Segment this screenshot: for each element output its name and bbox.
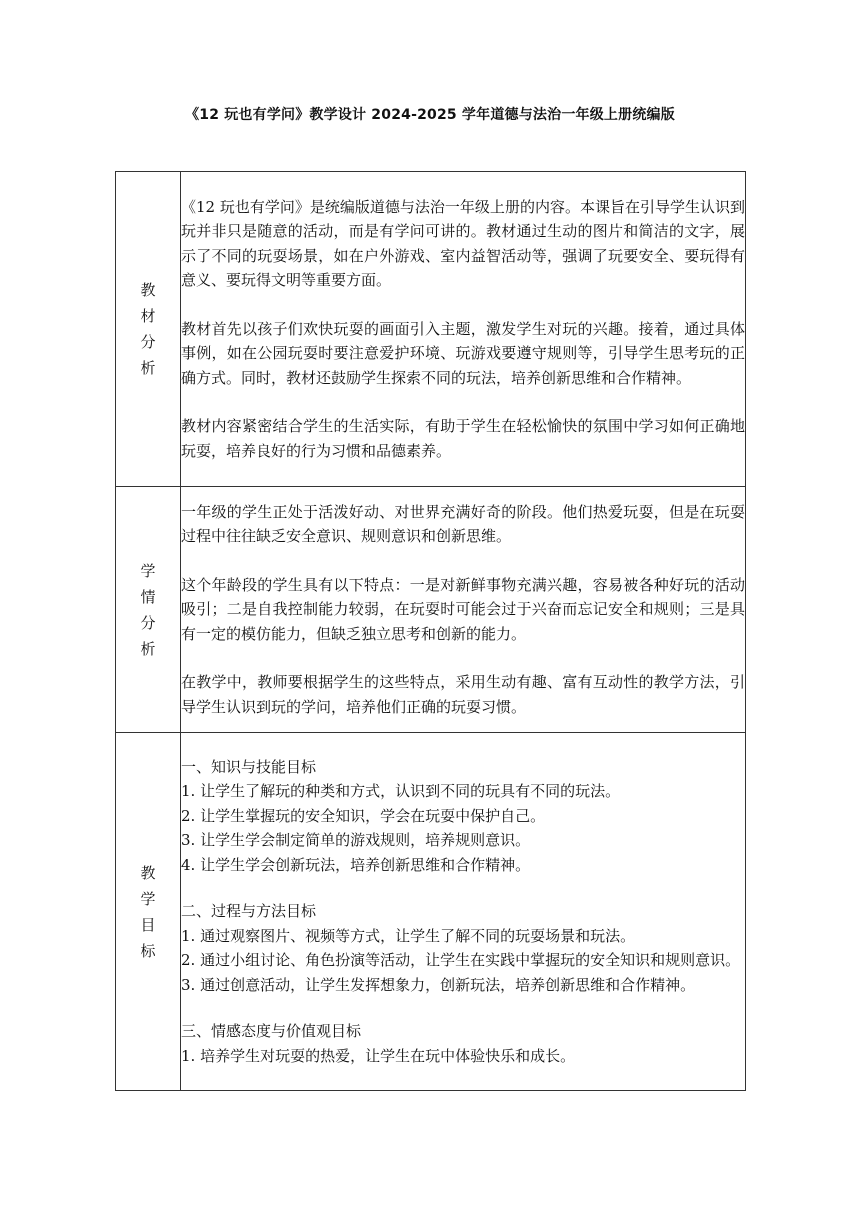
list-item: 1. 培养学生对玩耍的热爱，让学生在玩中体验快乐和成长。 (181, 1046, 576, 1065)
list-item: 1. 通过观察图片、视频等方式，让学生了解不同的玩耍场景和玩法。 (181, 926, 636, 945)
row-label-cell (116, 733, 181, 1091)
row-content-cell (181, 172, 746, 487)
list-item: 2. 让学生掌握玩的安全知识，学会在玩耍中保护自己。 (181, 806, 546, 825)
paragraph: 这个年龄段的学生具有以下特点：一是对新鲜事物充满兴趣，容易被各种好玩的活动吸引；二是自我控制能力较弱，在玩耍时可能会过于兴奋而忘记安全和规则；三是具有一定的模仿能力，但缺乏独立思考和创新的能力。 (181, 575, 745, 643)
table-row (116, 733, 746, 1091)
paragraph: 在教学中，教师要根据学生的这些特点，采用生动有趣、富有互动性的教学方法，引导学生认识到玩的学问，培养他们正确的玩耍习惯。 (181, 673, 745, 716)
table-row (116, 487, 746, 733)
table-row (116, 172, 746, 487)
page-title: 《12 玩也有学问》教学设计 2024-2025 学年道德与法治一年级上册统编版 (185, 107, 675, 123)
section-heading: 一、知识与技能目标 (181, 757, 317, 776)
list-item: 1. 让学生了解玩的种类和方式，认识到不同的玩具有不同的玩法。 (181, 782, 621, 801)
row-label: 教学目标 (140, 863, 156, 960)
paragraph: 《12 玩也有学问》是统编版道德与法治一年级上册的内容。本课旨在引导学生认识到玩并非只是随意的活动，而是有学问可讲的。教材通过生动的图片和简洁的文字，展示了不同的玩耍场景，如在户外游戏、室内益智活动等，强调了玩要安全、要玩得有意义、要玩得文明等重要方面。 (181, 197, 745, 290)
list-item: 4. 让学生学会创新玩法，培养创新思维和合作精神。 (181, 855, 531, 874)
paragraph: 一年级的学生正处于活泼好动、对世界充满好奇的阶段。他们热爱玩耍，但是在玩耍过程中往往缺乏安全意识、规则意识和创新思维。 (181, 502, 745, 546)
row-label-cell (116, 487, 181, 733)
row-content-cell (181, 733, 746, 1091)
row-label: 教材分析 (140, 281, 156, 377)
lesson-plan-table (115, 171, 746, 1091)
list-item: 2. 通过小组讨论、角色扮演等活动，让学生在实践中掌握玩的安全知识和规则意识。 (181, 951, 741, 970)
list-item: 3. 通过创意活动，让学生发挥想象力，创新玩法，培养创新思维和合作精神。 (181, 975, 696, 994)
paragraph: 教材首先以孩子们欢快玩耍的画面引入主题，激发学生对玩的兴趣。接着，通过具体事例，如在公园玩耍时要注意爱护环境、玩游戏要遵守规则等，引导学生思考玩的正确方式。同时，教材还鼓励学生探索不同的玩法，培养创新思维和合作精神。 (181, 319, 745, 387)
row-content-cell (181, 487, 746, 733)
row-label-cell (116, 172, 181, 487)
paragraph: 教材内容紧密结合学生的生活实际，有助于学生在轻松愉快的氛围中学习如何正确地玩耍，培养良好的行为习惯和品德素养。 (181, 417, 745, 460)
row-label: 学情分析 (140, 561, 156, 658)
list-item: 3. 让学生学会制定简单的游戏规则，培养规则意识。 (181, 831, 531, 850)
section-heading: 三、情感态度与价值观目标 (181, 1022, 362, 1041)
section-heading: 二、过程与方法目标 (181, 902, 317, 921)
